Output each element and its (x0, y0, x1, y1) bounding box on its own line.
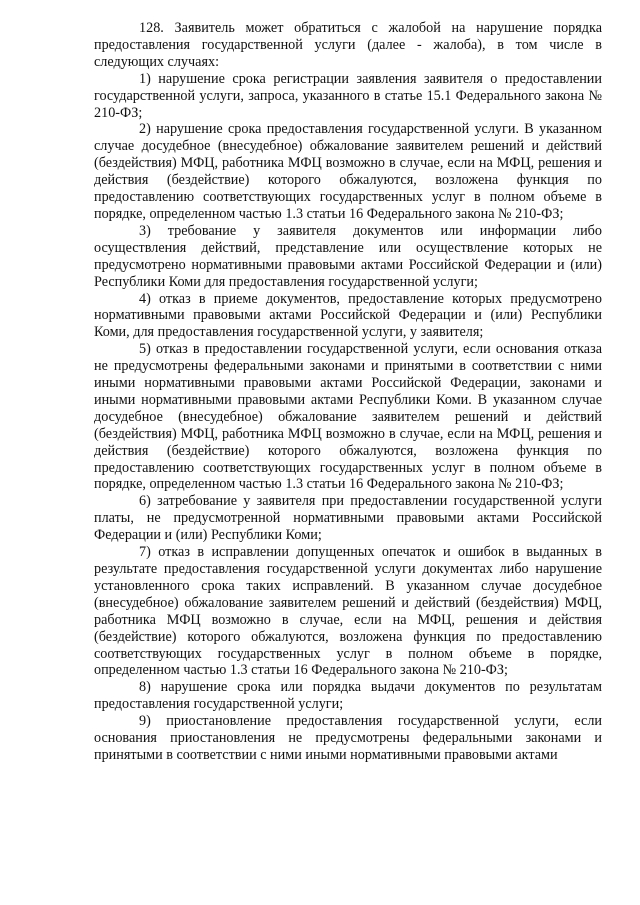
paragraph-item-5: 5) отказ в предоставлении государственной услуги, если основания отказа не предусмотрены федеральными законами и принятыми в соответствии с ними иными нормативными правовыми актами Российской Федерации, законами и иными нормативными правовыми актами Республики Коми. В указанном случае досудебное (внесудебное) обжалование заявителем решений и действий (бездействия) МФЦ, работника МФЦ возможно в случае, если на МФЦ, решения и действия (бездействие) которого обжалуются, возложена функция по предоставлению соответствующих государственных услуг в полном объеме в порядке, определенном частью 1.3 статьи 16 Федерального закона № 210-ФЗ; (94, 341, 602, 493)
paragraph-item-1: 1) нарушение срока регистрации заявления заявителя о предоставлении государственной услуги, запроса, указанного в статье 15.1 Федерального закона № 210-ФЗ; (94, 70, 602, 121)
paragraph-item-3: 3) требование у заявителя документов или информации либо осуществления действий, представление или осуществление которых не предусмотрено нормативными правовыми актами Российской Федерации и (или) Республики Коми для предоставления государственной услуги; (94, 222, 602, 290)
paragraph-item-9: 9) приостановление предоставления государственной услуги, если основания приостановления не предусмотрены федеральными законами и принятыми в соответствии с ними иными нормативными правовыми актами (94, 713, 602, 763)
paragraph-item-2: 2) нарушение срока предоставления государственной услуги. В указанном случае досудебное (внесудебное) обжалование заявителем решений и действий (бездействия) МФЦ, работника МФЦ возможно в случае, если на МФЦ, решения и действия (бездействие) которого обжалуются, возложена функция по предоставлению соответствующих государственных услуг в полном объеме в порядке, определенном частью 1.3 статьи 16 Федерального закона № 210-ФЗ; (94, 121, 602, 222)
paragraph-item-8: 8) нарушение срока или порядка выдачи документов по результатам предоставления государственной услуги; (94, 679, 602, 713)
paragraph-item-7: 7) отказ в исправлении допущенных опечаток и ошибок в выданных в результате предоставления государственной услуги документах либо нарушение установленного срока таких исправлений. В указанном случае досудебное (внесудебное) обжалование заявителем решений и действий (бездействия) МФЦ, работника МФЦ возможно в случае, если на МФЦ, решения и действия (бездействие) которого обжалуются, возложена функция по предоставлению соответствующих государственных услуг в полном объеме в порядке, определенном частью 1.3 статьи 16 Федерального закона № 210-ФЗ; (94, 544, 602, 679)
document-body (94, 20, 602, 764)
paragraph-item-4: 4) отказ в приеме документов, предоставление которых предусмотрено нормативными правовыми актами Российской Федерации и (или) Республики Коми, для предоставления государственной услуги, у заявителя; (94, 290, 602, 341)
paragraph-128-intro: 128. Заявитель может обратиться с жалобой на нарушение порядка предоставления государственной услуги (далее - жалоба), в том числе в следующих случаях: (94, 20, 602, 70)
paragraph-item-6: 6) затребование у заявителя при предоставлении государственной услуги платы, не предусмотренной нормативными правовыми актами Российской Федерации и (или) Республики Коми; (94, 493, 602, 544)
